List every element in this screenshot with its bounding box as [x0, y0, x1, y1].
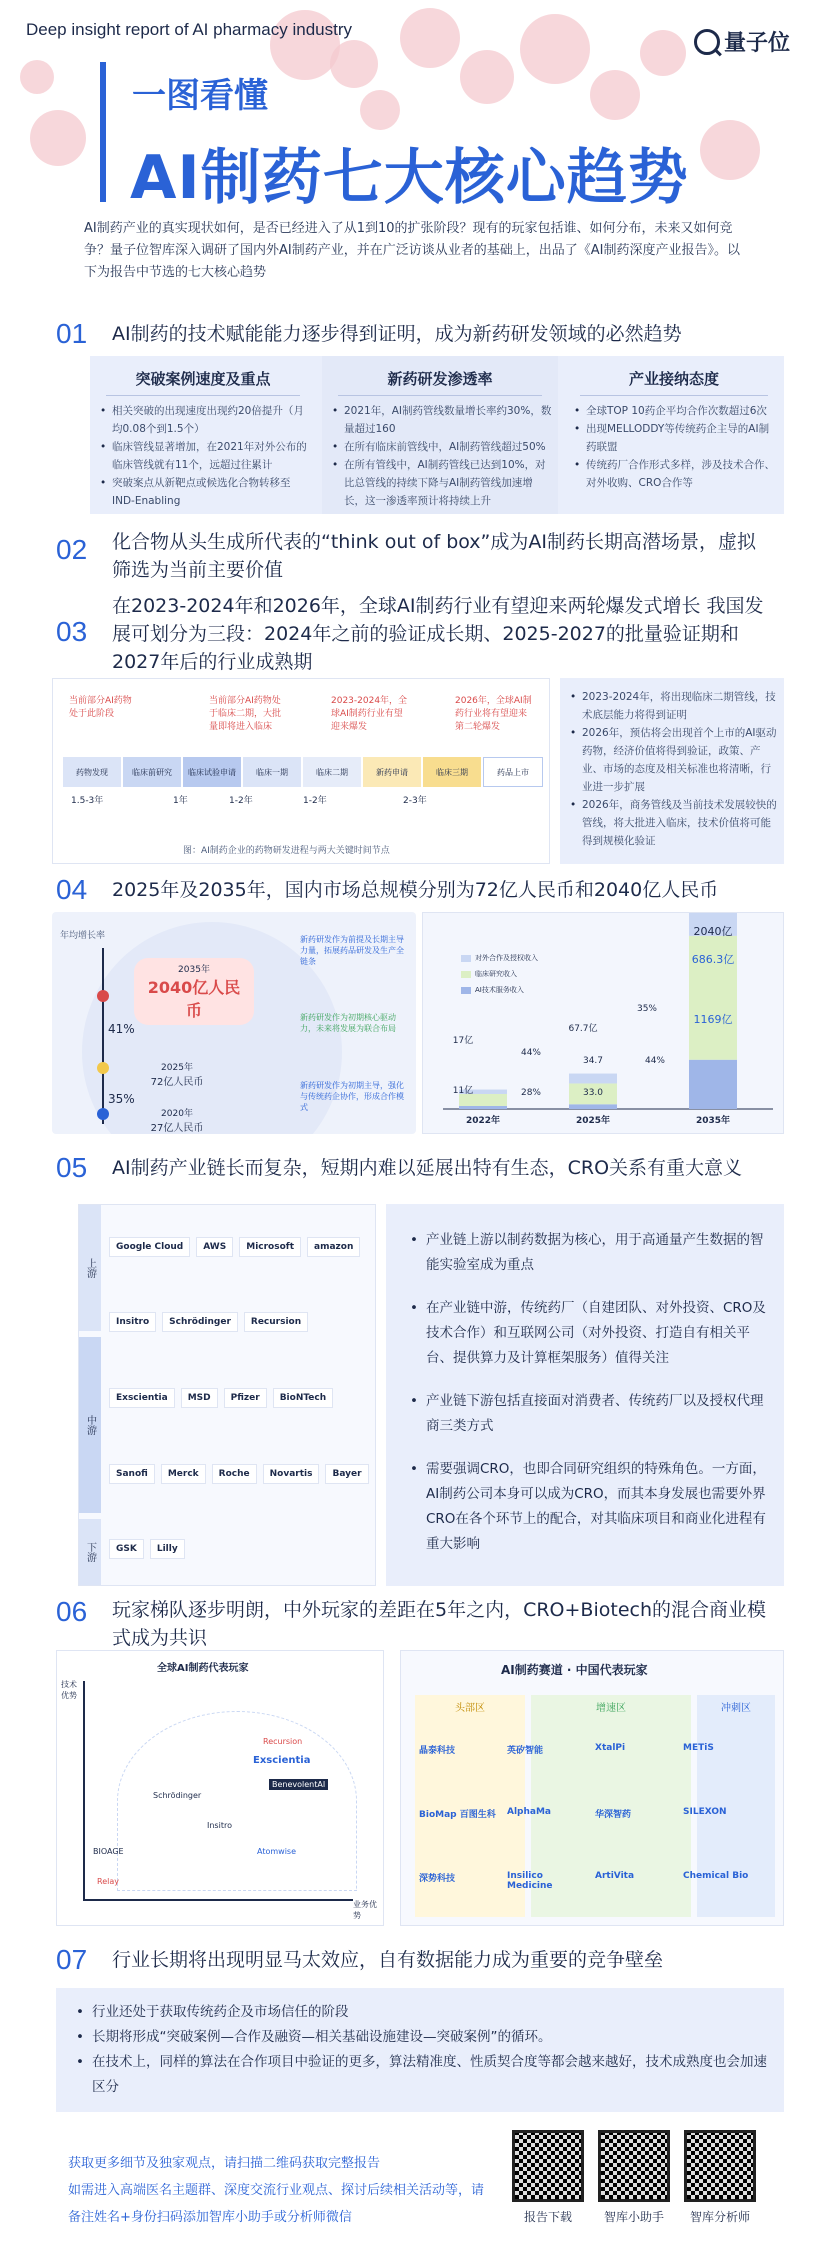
- section-number: 02: [56, 534, 88, 565]
- player-logo-chip: BioMap 百图生科: [419, 1809, 496, 1820]
- stage-chevron: 临床三期: [423, 757, 481, 787]
- growth-note: 新药研发作为初期主导，强化与传统药企协作，形成合作模式: [300, 1081, 404, 1112]
- stage-chevron: 新药申请: [363, 757, 421, 787]
- chain-row-label: 上游: [79, 1205, 101, 1331]
- point-2035: [134, 958, 254, 1025]
- player-logo-chip: AlphaMa: [507, 1806, 552, 1817]
- legend-label: 临床研究收入: [475, 970, 517, 978]
- point-2025: [132, 1060, 222, 1088]
- bar-data-label: 11亿: [452, 1086, 474, 1096]
- timeline-callout: 2026年，全球AI制药行业将有望迎来第二轮爆发: [455, 696, 532, 732]
- x-tick-label: 2022年: [465, 1116, 501, 1126]
- point-value: 27亿人民币: [150, 1123, 204, 1134]
- timeline-callout: 当前部分AI药物处于临床二期，大批量即将进入临床: [209, 696, 282, 732]
- brand-logo-chip: amazon: [307, 1237, 360, 1257]
- player-logo-chip: XtalPi: [595, 1743, 626, 1754]
- column-bullet: • 在所有管线中，AI制药管线已达到10%，对比总管线的持续下降与AI制药管线加速增长，这一渗透率预计将持续上升: [328, 456, 552, 510]
- timeline-bullet: • 2026年，预估将会出现首个上市的AI驱动药物，经济价值将得到验证，政策、产业、市场的态度及相关标准也将清晰，行业进一步扩展: [566, 724, 778, 796]
- qr-assistant[interactable]: [598, 2130, 670, 2225]
- timeline-bullet: • 2026年，商务管线及当前技术发展较快的管线，将大批进入临床，技术价值将可能得到规模化验证: [566, 796, 778, 850]
- intro-paragraph: AI制药产业的真实现状如何，是否已经进入了从1到10的扩张阶段？现有的玩家包括谁、如何分布，未来又如何竞争？量子位智库深入调研了国内外AI制药产业，并在广泛访谈从业者的基础上，出品了《AI制药深度产业报告》。以下为报告中节选的七大核心趋势: [84, 221, 740, 280]
- growth-axis-label: 年均增长率: [60, 931, 106, 941]
- qr-codes: [512, 2130, 756, 2225]
- brand-logo-chip: Exscientia: [109, 1388, 175, 1408]
- brand-logo-chip: Merck: [161, 1464, 206, 1484]
- bar-data-label: 17亿: [452, 1036, 474, 1046]
- x-tick-label: 2025年: [575, 1116, 611, 1126]
- chain-bullet: • 产业链上游以制药数据为核心，用于高通量产生数据的智能实验室成为重点: [404, 1228, 766, 1278]
- bar-segment: [569, 1074, 617, 1084]
- qr-report[interactable]: [512, 2130, 584, 2225]
- brand-logo-chip: Microsoft: [239, 1237, 301, 1257]
- column-bullet: • 在所有临床前管线中，AI制药管线超过50%: [328, 438, 552, 456]
- bar-data-label: 33.0: [582, 1088, 604, 1098]
- brand-logo-chip: Schrödinger: [162, 1312, 238, 1332]
- trend-columns-panel: [90, 356, 784, 514]
- bar-data-label: 44%: [520, 1048, 542, 1058]
- brand-logo-chip: Bayer: [325, 1464, 368, 1484]
- point-value: 2040亿人民币: [147, 978, 241, 1020]
- stage-chevrons: [63, 757, 543, 787]
- qr-code-icon[interactable]: [598, 2130, 670, 2202]
- page-title: AI制药七大核心趋势: [130, 143, 689, 213]
- bar-data-label: 2040亿: [693, 925, 733, 938]
- brand-logo-chip: MSD: [181, 1388, 218, 1408]
- bar-data-label: 35%: [636, 1004, 658, 1014]
- section-title: AI制药的技术赋能能力逐步得到证明，成为新药研发领域的必然趋势: [112, 323, 682, 345]
- player-logo-chip: ArtiVita: [595, 1870, 635, 1881]
- column-bullet: • 突破案点从新靶点或候选化合物转移至IND-Enabling: [96, 474, 310, 510]
- column-bullet: • 全球TOP 10药企平均合作次数超过6次: [570, 402, 778, 420]
- section-title: AI制药产业链长而复杂，短期内难以延展出特有生态，CRO关系有重大意义: [112, 1157, 743, 1179]
- column-title: 产业接纳态度: [628, 370, 719, 388]
- point-year: 2025年: [161, 1063, 193, 1073]
- figure-title: 全球AI制药代表玩家: [157, 1663, 249, 1674]
- player-label: Relay: [97, 1877, 119, 1886]
- footer-line: 获取更多细节及独家观点，请扫描二维码获取完整报告: [68, 2156, 381, 2171]
- brand-logo-chip: Lilly: [150, 1539, 185, 1559]
- growth-rate: 35%: [108, 1092, 135, 1106]
- column-title: 新药研发渗透率: [387, 370, 493, 388]
- player-label: Insitro: [207, 1821, 232, 1830]
- stage-chevron: 药物发现: [63, 757, 121, 787]
- stage-duration: 1-2年: [303, 796, 327, 806]
- logo-icon: [694, 29, 720, 55]
- section-title: 在2023-2024年和2026年，全球AI制药行业有望迎来两轮爆发式增长 我国发展可划分为三段：2024年之前的验证成长期、2025-2027的批量验证期和2027年后的行业成熟期: [112, 595, 764, 673]
- column-penetration: [322, 356, 558, 514]
- point-2020: [132, 1106, 222, 1134]
- brand-logo-chip: Pfizer: [224, 1388, 267, 1408]
- section-number: 04: [56, 874, 88, 905]
- qr-label: 智库小助手: [603, 2210, 664, 2224]
- player-logo-chip: SILEXON: [683, 1806, 727, 1817]
- column-breakthrough: [90, 356, 316, 514]
- chain-bullet: • 产业链下游包括直接面对消费者、传统药厂以及授权代理商三类方式: [404, 1389, 766, 1439]
- growth-note: 新药研发作为初期核心驱动力，未来将发展为联合布局: [300, 1013, 396, 1033]
- section-number: 07: [56, 1944, 88, 1975]
- stage-chevron: 临床试验申请: [183, 757, 241, 787]
- qr-label: 智库分析师: [689, 2210, 750, 2224]
- column-adoption: [564, 356, 784, 514]
- timeline-bullet: • 2023-2024年，将出现临床二期管线，技术底层能力将得到证明: [566, 688, 778, 724]
- footer-line: 如需进入高端医名主题群、深度交流行业观点、探讨后续相关活动等，请备注姓名+身份扫码添加智库小助手或分析师微信: [68, 2183, 485, 2225]
- legend-label: 对外合作及授权收入: [475, 954, 538, 962]
- stage-chevron: 临床前研究: [123, 757, 181, 787]
- column-bullet: • 相关突破的出现速度出现约20倍提升（月均0.08个到1.5个）: [96, 402, 310, 438]
- player-logo-chip: 晶泰科技: [419, 1746, 456, 1757]
- bar-segment: [459, 1106, 507, 1109]
- chain-bullets-panel: [386, 1204, 784, 1586]
- brand-logo-chip: Sanofi: [109, 1464, 155, 1484]
- section-title: 玩家梯队逐步明朗，中外玩家的差距在5年之内，CRO+Biotech的混合商业模式成为共识: [112, 1599, 766, 1649]
- title-accent-bar: [100, 62, 106, 202]
- moat-bullet: • 行业还处于获取传统药企及市场信任的阶段: [70, 2000, 770, 2025]
- qr-code-icon[interactable]: [684, 2130, 756, 2202]
- bar-segment: [689, 1060, 737, 1109]
- brand-logo-chip: AWS: [196, 1237, 233, 1257]
- growth-note: 新药研发作为前提及长期主导力量，拓展药品研发及生产全链条: [300, 935, 404, 966]
- stage-chevron: 药品上市: [483, 757, 543, 787]
- player-label: Recursion: [263, 1737, 303, 1746]
- player-logo-chip: 深势科技: [419, 1873, 456, 1884]
- timeline-bullets-panel: [560, 678, 784, 864]
- stage-chevron: 临床二期: [303, 757, 361, 787]
- point-value: 72亿人民币: [150, 1077, 204, 1088]
- column-bullet: • 传统药厂合作形式多样，涉及技术合作、对外收购、CRO合作等: [570, 456, 778, 492]
- brand-grid: [109, 1213, 371, 1583]
- stage-chevron: 临床一期: [243, 757, 301, 787]
- y-axis-label: 技术优势: [61, 1680, 77, 1700]
- figure-title: AI制药赛道 · 中国代表玩家: [501, 1663, 648, 1677]
- player-logo-chip: Insilico Medicine: [507, 1870, 553, 1891]
- brand-logo: [694, 26, 790, 57]
- stacked-bar-svg: [423, 913, 785, 1135]
- player-logo-chip: Chemical Bio: [683, 1870, 749, 1881]
- moat-bullet: • 在技术上，同样的算法在合作项目中验证的更多，算法精准度、性质契合度等都会越来越好，技术成熟度也会加速区分: [70, 2050, 770, 2100]
- figure-caption: 图：AI制药企业的药物研发进程与两大关键时间节点: [183, 846, 390, 856]
- stage-duration: 1-2年: [229, 796, 253, 806]
- player-logo-chip: 华深智药: [595, 1809, 632, 1820]
- bar-data-label: 1169亿: [693, 1013, 733, 1026]
- qr-label: 报告下载: [523, 2210, 572, 2224]
- qr-analyst[interactable]: [684, 2130, 756, 2225]
- player-label: BenevolentAI: [269, 1779, 328, 1790]
- section-title: 2025年及2035年，国内市场总规模分别为72亿人民币和2040亿人民币: [112, 879, 719, 901]
- section-title: 化合物从头生成所代表的“think out of box”成为AI制药长期高潜场景，虚拟筛选为当前主要价值: [112, 531, 756, 581]
- bar-data-label: 34.7: [582, 1056, 604, 1066]
- growth-rate: 41%: [108, 1022, 135, 1036]
- column-bullet: • 出现MELLODDY等传统药企主导的AI制药联盟: [570, 420, 778, 456]
- group-label: 冲刺区: [721, 1703, 751, 1714]
- stage-duration: 1.5-3年: [71, 796, 104, 806]
- global-players-figure: [56, 1650, 384, 1926]
- footer-text: [68, 2150, 488, 2231]
- group-label: 增速区: [596, 1703, 626, 1714]
- legend-label: AI技术服务收入: [475, 986, 524, 994]
- china-player-grid: [419, 1723, 775, 1911]
- qr-code-icon[interactable]: [512, 2130, 584, 2202]
- column-bullet: • 2021年，AI制药管线数量增长率约30%，数量超过160: [328, 402, 552, 438]
- market-size-chart: [422, 912, 784, 1134]
- group-label: 头部区: [455, 1703, 485, 1714]
- section-number: 03: [56, 616, 88, 647]
- player-label: Exscientia: [253, 1755, 311, 1766]
- column-title: 突破案例速度及重点: [135, 370, 271, 388]
- chain-row-label: 中游: [79, 1337, 101, 1513]
- player-label: Schrödinger: [153, 1791, 202, 1800]
- market-growth-figure: [52, 912, 416, 1134]
- section-title: 行业长期将出现明显马太效应，自有数据能力成为重要的竞争壁垒: [112, 1949, 664, 1971]
- point-year: 2035年: [178, 965, 210, 975]
- brand-logo-chip: Recursion: [244, 1312, 308, 1332]
- player-logo-chip: METiS: [683, 1743, 714, 1754]
- bar-data-label: 67.7亿: [568, 1024, 598, 1034]
- player-logo-chip: 英矽智能: [507, 1746, 544, 1757]
- stage-duration: 2-3年: [403, 796, 427, 806]
- brand-logo-chip: Novartis: [263, 1464, 320, 1484]
- timeline-callout: 当前部分AI药物处于此阶段: [69, 696, 132, 719]
- brand-logo-chip: Insitro: [109, 1312, 156, 1332]
- chain-row-label: 下游: [79, 1519, 101, 1585]
- bar-data-label: 44%: [644, 1056, 666, 1066]
- bar-segment: [569, 1104, 617, 1109]
- section-number: 01: [56, 318, 88, 349]
- bar-data-label: 686.3亿: [691, 953, 735, 966]
- moat-bullets-panel: [56, 1988, 784, 2112]
- chain-bullet: • 需要强调CRO，也即合同研究组织的特殊角色。一方面，AI制药公司本身可以成为CRO，而其本身发展也需要外界CRO在各个环节上的配合，对其临床项目和商业化进程有重大影响: [404, 1457, 766, 1557]
- brand-logo-chip: BioNTech: [273, 1388, 333, 1408]
- section-number: 05: [56, 1152, 88, 1183]
- player-label: Atomwise: [257, 1847, 297, 1856]
- timeline-callout: 2023-2024年，全球AI制药行业有望迎来爆发: [331, 696, 408, 732]
- moat-bullet: • 长期将形成“突破案例—合作及融资—相关基础设施建设—突破案例”的循环。: [70, 2025, 770, 2050]
- player-label: BIOAGE: [93, 1847, 124, 1856]
- page-subtitle: 一图看懂: [132, 76, 268, 116]
- x-axis-label: 业务优势: [353, 1900, 377, 1920]
- stage-duration: 1年: [173, 796, 188, 806]
- rd-timeline-figure: [52, 678, 550, 864]
- industry-chain-figure: [78, 1204, 376, 1586]
- chain-bullet: • 在产业链中游，传统药厂（自建团队、对外投资、CRO及技术合作）和互联网公司（对外投资、打造自有相关平台、提供算力及计算框架服务）值得关注: [404, 1296, 766, 1371]
- point-year: 2020年: [161, 1109, 193, 1119]
- column-bullet: • 临床管线显著增加，在2021年对外公布的临床管线就有11个，远超过往累计: [96, 438, 310, 474]
- brand-logo-chip: Google Cloud: [109, 1237, 190, 1257]
- china-players-figure: [400, 1650, 784, 1926]
- logo-text: 量子位: [724, 31, 791, 56]
- section-number: 06: [56, 1596, 88, 1627]
- report-english-title: Deep insight report of AI pharmacy industry: [26, 20, 352, 39]
- brand-logo-chip: GSK: [109, 1539, 144, 1559]
- x-tick-label: 2035年: [695, 1116, 731, 1126]
- brand-logo-chip: Roche: [212, 1464, 257, 1484]
- bar-data-label: 28%: [520, 1088, 542, 1098]
